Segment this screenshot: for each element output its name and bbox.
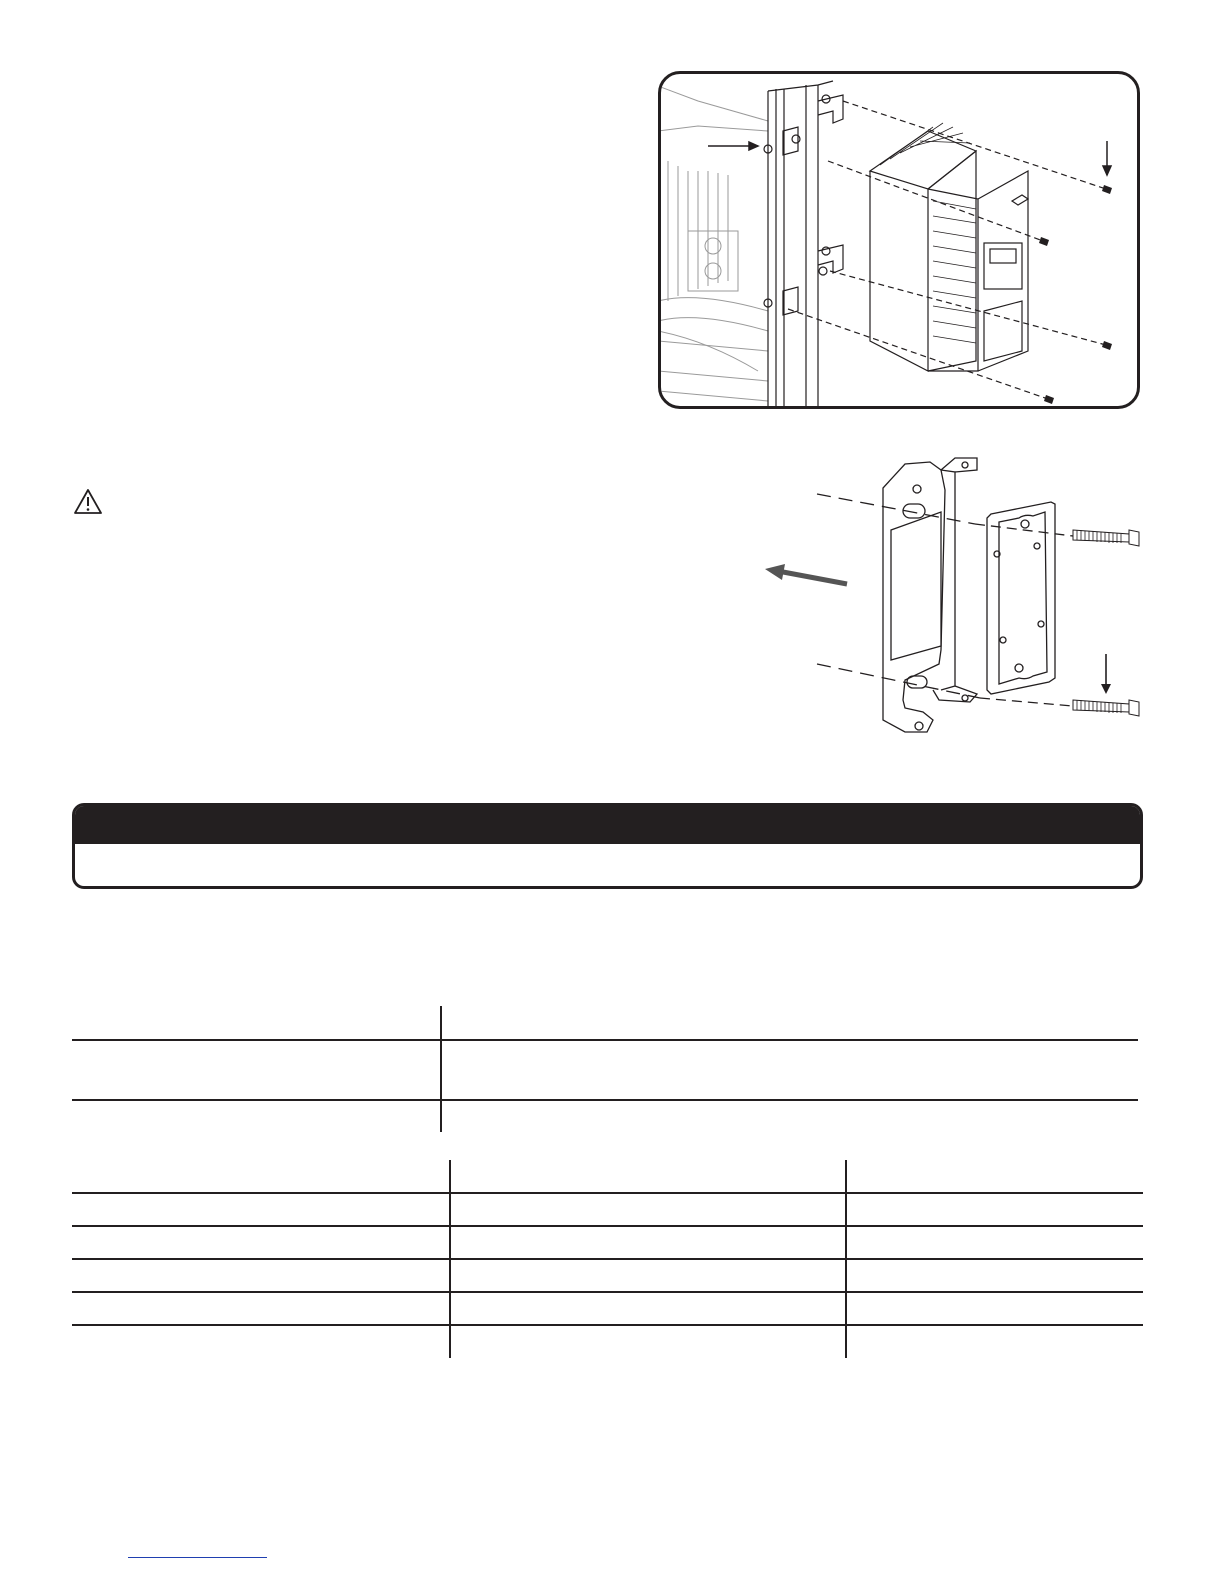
warning-triangle-icon [73,488,103,515]
table-row-divider [72,1291,1143,1293]
motor-drive-mounting-illustration [658,71,1140,409]
section-banner [72,803,1143,889]
table-row-divider [72,1099,1138,1101]
table-row-divider [72,1225,1143,1227]
table-row-divider [72,1192,1143,1194]
table-row-divider [72,1324,1143,1326]
mounting-bracket-illustration [755,450,1150,750]
table-column-divider [440,1006,442,1132]
drive-mounting-figure [658,71,1140,409]
section-banner-title-band [75,806,1140,844]
table-row-divider [72,1039,1138,1041]
table-row-divider [72,1258,1143,1260]
table-column-divider [845,1160,847,1358]
table-column-divider [449,1160,451,1358]
footer-link[interactable] [128,1557,267,1558]
